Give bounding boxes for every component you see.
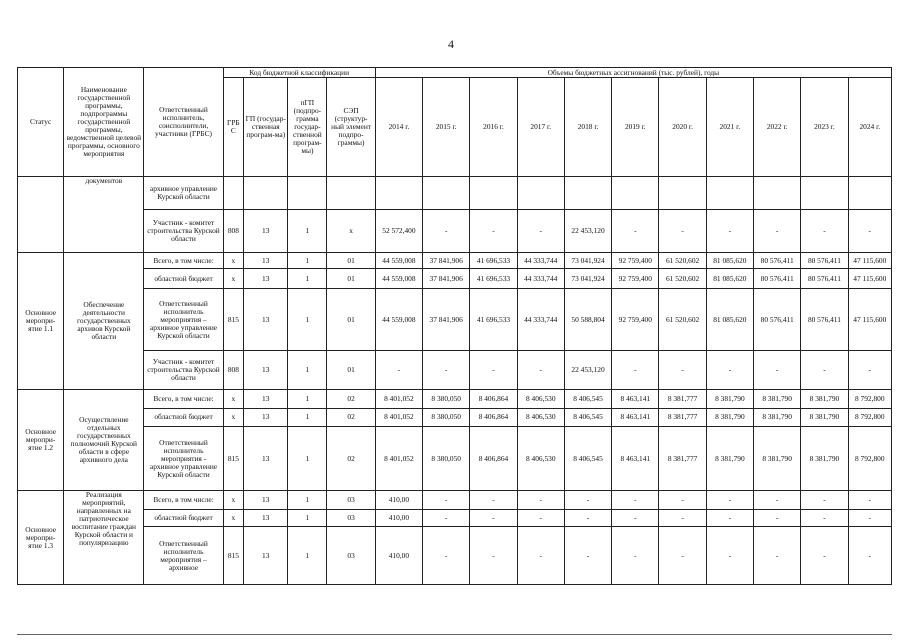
row-grbs: х [223, 253, 244, 269]
row-value: - [470, 209, 517, 253]
row-value: 92 759,400 [612, 253, 659, 269]
row-executor: областной бюджет [144, 408, 223, 426]
row-value: - [801, 491, 848, 509]
row-value: 81 085,620 [706, 269, 753, 289]
row-value: 44 333,744 [517, 269, 564, 289]
row-gp: 13 [244, 253, 288, 269]
row-value: 8 406,545 [564, 408, 611, 426]
row-value [564, 177, 611, 210]
row-pgp: 1 [288, 427, 327, 491]
row-value: 8 381,790 [801, 390, 848, 408]
row-gp: 13 [244, 269, 288, 289]
table-row [18, 390, 892, 408]
row-grbs: х [223, 408, 244, 426]
row-grbs: 815 [223, 289, 244, 351]
row-value: - [801, 509, 848, 526]
row-value: 8 381,790 [754, 390, 801, 408]
row-pgp: 1 [288, 351, 327, 390]
row-value: 61 520,602 [659, 253, 706, 269]
row-status [18, 177, 64, 253]
row-executor: Всего, в том числе: [144, 253, 223, 269]
row-grbs: х [223, 509, 244, 526]
row-value: - [470, 527, 517, 585]
header-sep: СЭП (структур-ный элемент подпро-граммы) [327, 78, 375, 177]
row-value: - [517, 527, 564, 585]
row-value: 81 085,620 [706, 253, 753, 269]
row-pgp: 1 [288, 491, 327, 509]
row-status: Основное меропри-ятие 1.1 [18, 253, 64, 390]
row-value: - [754, 509, 801, 526]
row-value: 410,00 [375, 527, 422, 585]
table-row [18, 289, 892, 351]
row-value: 44 333,744 [517, 253, 564, 269]
header-year: 2015 г. [423, 78, 470, 177]
row-gp: 13 [244, 209, 288, 253]
row-value: 8 381,790 [801, 408, 848, 426]
row-value: - [423, 351, 470, 390]
row-pgp: 1 [288, 527, 327, 585]
row-grbs: 815 [223, 527, 244, 585]
row-value: - [706, 209, 753, 253]
row-value: 73 041,924 [564, 269, 611, 289]
row-value: 37 841,906 [423, 269, 470, 289]
row-value: - [848, 351, 891, 390]
row-value: 92 759,400 [612, 289, 659, 351]
row-value: - [706, 509, 753, 526]
row-value: - [470, 351, 517, 390]
header-year: 2021 г. [706, 78, 753, 177]
row-value: 41 696,533 [470, 289, 517, 351]
header-year: 2022 г. [754, 78, 801, 177]
row-value: - [659, 509, 706, 526]
row-value: 92 759,400 [612, 269, 659, 289]
row-pgp: 1 [288, 269, 327, 289]
row-pgp: 1 [288, 390, 327, 408]
table-row [18, 177, 892, 210]
row-value [423, 177, 470, 210]
header-year: 2020 г. [659, 78, 706, 177]
row-value: - [848, 527, 891, 585]
row-value [470, 177, 517, 210]
table-row [18, 351, 892, 390]
row-value: 8 380,050 [423, 390, 470, 408]
row-sep: 01 [327, 351, 375, 390]
row-value: - [801, 527, 848, 585]
row-value: 8 406,530 [517, 390, 564, 408]
header-year: 2014 г. [375, 78, 422, 177]
header-year: 2019 г. [612, 78, 659, 177]
row-value: 8 401,052 [375, 390, 422, 408]
row-value: - [659, 527, 706, 585]
row-value: - [612, 509, 659, 526]
row-value: - [423, 209, 470, 253]
row-value: 410,00 [375, 509, 422, 526]
row-sep: 03 [327, 527, 375, 585]
row-value: 8 381,790 [754, 408, 801, 426]
row-value [517, 177, 564, 210]
row-pgp [288, 177, 327, 210]
row-value: 8 401,052 [375, 427, 422, 491]
row-gp: 13 [244, 408, 288, 426]
row-value: - [517, 209, 564, 253]
row-value: - [564, 527, 611, 585]
table-row [18, 509, 892, 526]
header-grbs: ГРБ С [223, 78, 244, 177]
row-value: - [612, 491, 659, 509]
row-value: 8 463,141 [612, 408, 659, 426]
row-value: - [517, 509, 564, 526]
header-year: 2017 г. [517, 78, 564, 177]
row-gp: 13 [244, 527, 288, 585]
row-value: 47 115,600 [848, 253, 891, 269]
row-value: - [517, 351, 564, 390]
row-gp [244, 177, 288, 210]
header-pgp: пГП (подпро-грамма государ-ственной програм-мы) [288, 78, 327, 177]
row-value [801, 177, 848, 210]
table-body [18, 177, 892, 585]
row-value: 61 520,602 [659, 289, 706, 351]
row-value: 8 463,141 [612, 390, 659, 408]
row-sep: х [327, 209, 375, 253]
row-value: 41 696,533 [470, 269, 517, 289]
row-value: 37 841,906 [423, 253, 470, 269]
row-value: - [801, 209, 848, 253]
row-value: 22 453,120 [564, 351, 611, 390]
row-value: - [801, 351, 848, 390]
row-value: - [564, 491, 611, 509]
header-allocations-group: Объемы бюджетных ассигнований (тыс. рублей), годы [375, 68, 891, 78]
row-value: 47 115,600 [848, 269, 891, 289]
row-sep: 01 [327, 253, 375, 269]
table-row [18, 253, 892, 269]
row-grbs: х [223, 390, 244, 408]
table-row [18, 527, 892, 585]
row-value: - [612, 351, 659, 390]
row-value: - [470, 491, 517, 509]
row-name: Реализация мероприятий, направленных на патриотическое воспитание граждан Курской области и популяризацию [64, 491, 144, 585]
row-gp: 13 [244, 390, 288, 408]
table-row [18, 269, 892, 289]
row-grbs: 815 [223, 427, 244, 491]
row-value: 44 559,008 [375, 289, 422, 351]
row-value: 8 380,050 [423, 408, 470, 426]
row-grbs [223, 177, 244, 210]
row-executor: Ответственный исполнитель мероприятия - архивное управление Курской области [144, 427, 223, 491]
row-value: 80 576,411 [801, 269, 848, 289]
row-value: - [659, 209, 706, 253]
row-name: Осуществление отдельных государственных полномочий Курской области в сфере архивного дела [64, 390, 144, 491]
row-value: 8 792,800 [848, 408, 891, 426]
row-value: 8 381,790 [706, 427, 753, 491]
row-executor: Всего, в том числе: [144, 390, 223, 408]
row-executor: Ответственный исполнитель мероприятия – архивное [144, 527, 223, 585]
row-value: 44 559,008 [375, 269, 422, 289]
row-value: 8 381,790 [754, 427, 801, 491]
row-value: 22 453,120 [564, 209, 611, 253]
row-value: 8 406,545 [564, 390, 611, 408]
row-grbs: х [223, 491, 244, 509]
budget-table [17, 67, 892, 585]
row-value: - [754, 351, 801, 390]
row-value: 80 576,411 [754, 253, 801, 269]
row-value: - [706, 351, 753, 390]
row-executor: архивное управление Курской области [144, 177, 223, 210]
row-value: 81 085,620 [706, 289, 753, 351]
row-value: - [517, 491, 564, 509]
row-value: 8 381,790 [706, 390, 753, 408]
header-year: 2018 г. [564, 78, 611, 177]
row-value: - [659, 351, 706, 390]
row-sep [327, 177, 375, 210]
row-value: - [564, 509, 611, 526]
row-value: 8 406,864 [470, 427, 517, 491]
row-value: - [470, 509, 517, 526]
header-status: Статус [18, 68, 64, 177]
table-row [18, 491, 892, 509]
row-value: 44 559,008 [375, 253, 422, 269]
row-grbs: 808 [223, 209, 244, 253]
row-sep: 02 [327, 408, 375, 426]
header-year: 2024 г. [848, 78, 891, 177]
row-value: 61 520,602 [659, 269, 706, 289]
row-value: - [423, 491, 470, 509]
row-value: - [612, 527, 659, 585]
row-value: 410,00 [375, 491, 422, 509]
row-executor: областной бюджет [144, 269, 223, 289]
row-executor: Участник - комитет строительства Курской области [144, 209, 223, 253]
header-gp: ГП (государ-ственная програм-ма) [244, 78, 288, 177]
row-value: 8 381,790 [706, 408, 753, 426]
row-name: Обеспечение деятельности государственных архивов Курской области [64, 253, 144, 390]
row-grbs: 808 [223, 351, 244, 390]
row-value: 8 406,545 [564, 427, 611, 491]
row-pgp: 1 [288, 408, 327, 426]
row-value: 8 406,864 [470, 390, 517, 408]
table-row [18, 408, 892, 426]
row-gp: 13 [244, 289, 288, 351]
row-status: Основное меропри-ятие 1.2 [18, 390, 64, 491]
row-value: 52 572,400 [375, 209, 422, 253]
row-value: 80 576,411 [754, 289, 801, 351]
row-value: 8 792,800 [848, 427, 891, 491]
row-executor: областной бюджет [144, 509, 223, 526]
header-executor: Ответственный исполнитель, соисполнители, участники (ГРБС) [144, 68, 223, 177]
row-value [754, 177, 801, 210]
row-value: - [754, 209, 801, 253]
row-value [659, 177, 706, 210]
row-value: 8 463,141 [612, 427, 659, 491]
row-gp: 13 [244, 427, 288, 491]
row-grbs: х [223, 269, 244, 289]
row-value: - [754, 491, 801, 509]
row-value: 41 696,533 [470, 253, 517, 269]
row-value: 37 841,906 [423, 289, 470, 351]
row-pgp: 1 [288, 253, 327, 269]
row-gp: 13 [244, 351, 288, 390]
row-value: 8 401,052 [375, 408, 422, 426]
row-value [612, 177, 659, 210]
row-value: - [423, 509, 470, 526]
row-sep: 02 [327, 390, 375, 408]
row-sep: 03 [327, 491, 375, 509]
row-executor: Ответственный исполнитель мероприятия – архивное управление Курской области [144, 289, 223, 351]
page-number: 4 [448, 37, 454, 51]
row-status: Основное меропри-ятие 1.3 [18, 491, 64, 585]
row-value: 50 588,804 [564, 289, 611, 351]
row-value: 73 041,924 [564, 253, 611, 269]
row-pgp: 1 [288, 509, 327, 526]
header-budget-code-group: Код бюджетной классификации [223, 68, 375, 78]
row-value: 44 333,744 [517, 289, 564, 351]
row-value: 8 406,864 [470, 408, 517, 426]
row-name: документов [64, 177, 144, 253]
row-value: 80 576,411 [754, 269, 801, 289]
row-value: 8 406,530 [517, 408, 564, 426]
row-gp: 13 [244, 491, 288, 509]
row-value: 47 115,600 [848, 289, 891, 351]
row-executor: Всего, в том числе: [144, 491, 223, 509]
row-value: 80 576,411 [801, 253, 848, 269]
row-sep: 02 [327, 427, 375, 491]
row-value: 8 406,530 [517, 427, 564, 491]
row-value: - [612, 209, 659, 253]
row-sep: 03 [327, 509, 375, 526]
row-value: - [423, 527, 470, 585]
row-value [375, 177, 422, 210]
row-value: - [659, 491, 706, 509]
row-value: - [706, 491, 753, 509]
row-value: - [848, 209, 891, 253]
row-value: - [706, 527, 753, 585]
table-header [18, 68, 892, 177]
page-bottom-rule [17, 634, 892, 635]
row-value: 8 380,050 [423, 427, 470, 491]
row-sep: 01 [327, 269, 375, 289]
header-year: 2016 г. [470, 78, 517, 177]
row-value [848, 177, 891, 210]
row-value: 8 381,790 [801, 427, 848, 491]
row-value: 8 381,777 [659, 390, 706, 408]
row-value: - [848, 509, 891, 526]
row-gp: 13 [244, 509, 288, 526]
row-value: - [375, 351, 422, 390]
row-value: 8 381,777 [659, 427, 706, 491]
row-pgp: 1 [288, 289, 327, 351]
header-year: 2023 г. [801, 78, 848, 177]
header-name: Наименование государственной программы, подпрограммы государственной программы, ведомственной целевой программы, основного мероприятия [64, 68, 144, 177]
row-value: 8 381,777 [659, 408, 706, 426]
row-value: - [754, 527, 801, 585]
row-executor: Участник - комитет строительства Курской области [144, 351, 223, 390]
row-value: 80 576,411 [801, 289, 848, 351]
row-sep: 01 [327, 289, 375, 351]
row-pgp: 1 [288, 209, 327, 253]
table-row [18, 427, 892, 491]
row-value: 8 792,800 [848, 390, 891, 408]
row-value [706, 177, 753, 210]
row-value: - [848, 491, 891, 509]
table-row [18, 209, 892, 253]
